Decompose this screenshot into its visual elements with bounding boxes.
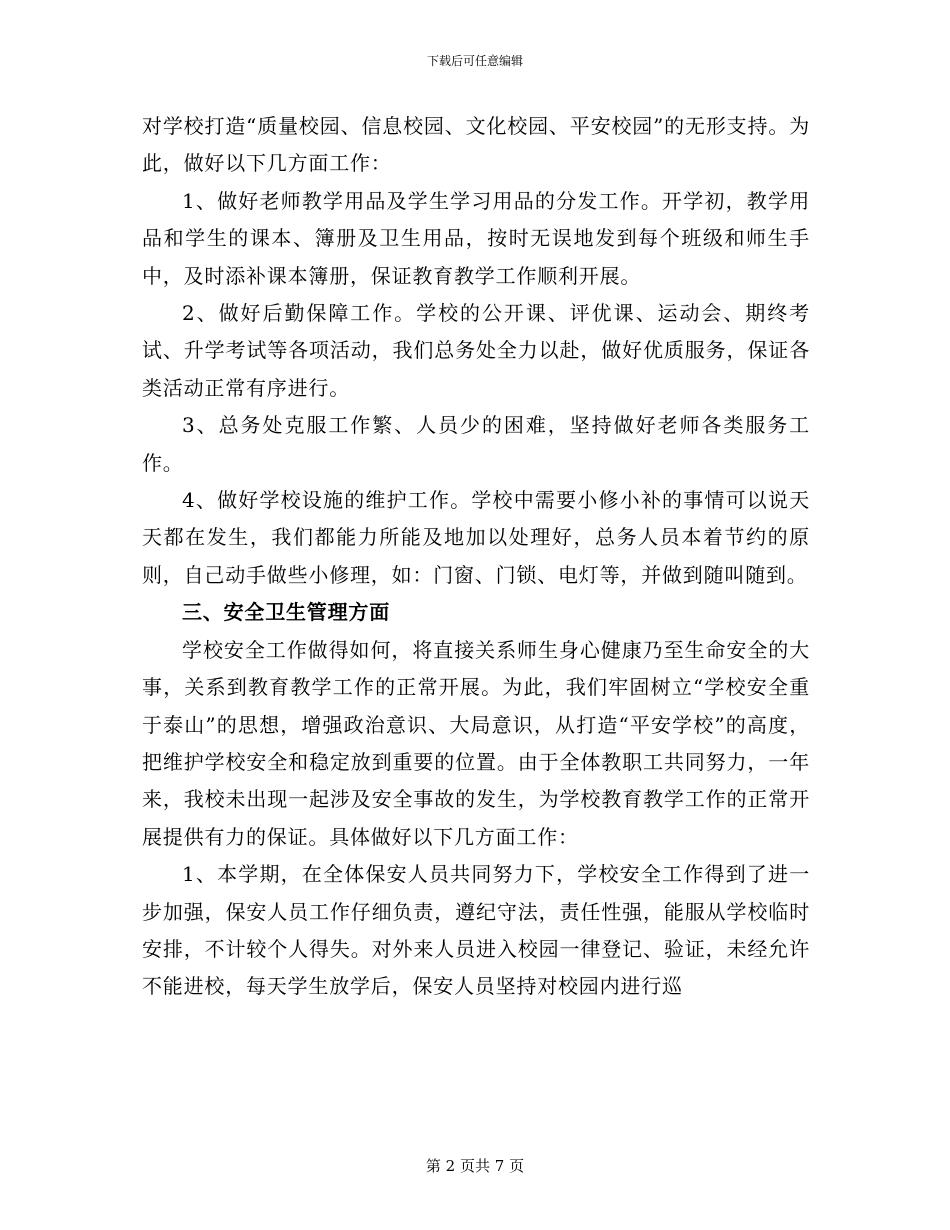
list-item-2: 2、做好后勤保障工作。学校的公开课、评优课、运动会、期终考试、升学考试等各项活动，我们总务处全力以赴，做好优质服务，保证各类活动正常有序进行。: [142, 301, 810, 400]
list-item-4: 4、做好学校设施的维护工作。学校中需要小修小补的事情可以说天天都在发生，我们都能力所能及地加以处理好，总务人员本着节约的原则，自己动手做些小修理，如：门窗、门锁、电灯等，并做到随叫随到。: [142, 488, 810, 587]
section-heading: 三、安全卫生管理方面: [182, 600, 390, 625]
paragraph-continuation: 对学校打造“质量校园、信息校园、文化校园、平安校园”的无形支持。为此，做好以下几方面工作：: [142, 114, 810, 176]
list-item-security-1: 1、本学期，在全体保安人员共同努力下，学校安全工作得到了进一步加强，保安人员工作仔细负责，遵纪守法，责任性强，能服从学校临时安排，不计较个人得失。对外来人员进入校园一律登记、验证，未经允许不能进校，每天学生放学后，保安人员坚持对校园内进行巡: [142, 862, 810, 999]
section-intro-paragraph: 学校安全工作做得如何，将直接关系师生身心健康乃至生命安全的大事，关系到教育教学工作的正常开展。为此，我们牢固树立“学校安全重于泰山”的思想，增强政治意识、大局意识，从打造“平安学校”的高度，把维护学校安全和稳定放到重要的位置。由于全体教职工共同努力，一年来，我校未出现一起涉及安全事故的发生，为学校教育教学工作的正常开展提供有力的保证。具体做好以下几方面工作：: [142, 637, 810, 849]
list-item-1: 1、做好老师教学用品及学生学习用品的分发工作。开学初，教学用品和学生的课本、簿册及卫生用品，按时无误地发到每个班级和师生手中，及时添补课本簿册，保证教育教学工作顺利开展。: [142, 188, 810, 288]
document-body: [142, 108, 810, 1006]
page-footer: 第 2 页共 7 页: [425, 1157, 525, 1175]
list-item-3: 3、总务处克服工作繁、人员少的困难，坚持做好老师各类服务工作。: [142, 413, 810, 475]
page-header: 下载后可任意编辑: [426, 54, 523, 68]
